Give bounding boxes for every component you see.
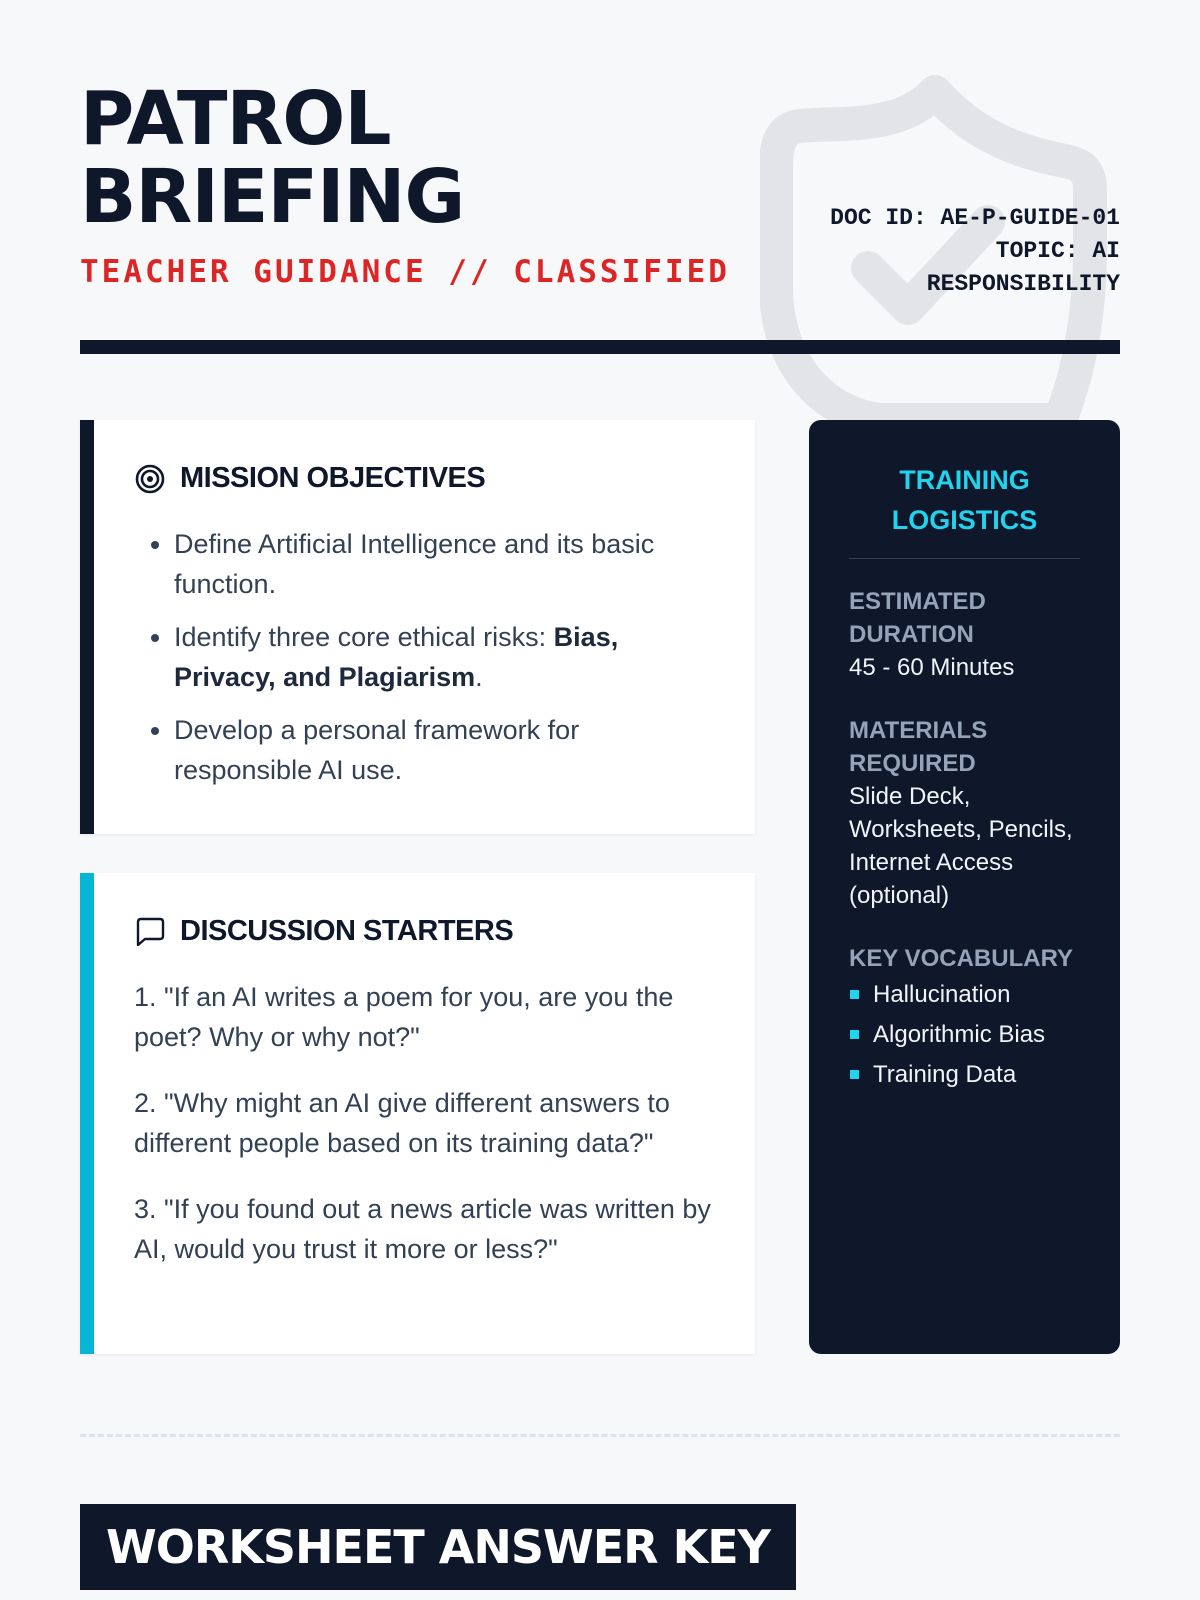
duration-label: ESTIMATED DURATION <box>849 588 986 648</box>
chat-icon <box>134 916 166 948</box>
doc-id: DOC ID: AE-P-GUIDE-01 <box>830 205 1120 231</box>
square-bullet-icon <box>850 1070 859 1079</box>
list-item <box>174 617 714 697</box>
header <box>80 76 1120 356</box>
materials-label: MATERIALS REQUIRED <box>849 717 988 777</box>
discussion-list <box>134 977 724 1295</box>
vocab-term: Algorithmic Bias <box>873 1021 1046 1048</box>
discussion-starters-card <box>80 873 755 1354</box>
card-header <box>134 462 485 495</box>
list-item: • Develop a personal framework for responsible AI use. <box>174 710 714 790</box>
section-divider <box>80 1434 1120 1437</box>
page-title <box>80 76 465 240</box>
list-item <box>849 1055 1080 1095</box>
materials-section <box>849 714 1080 912</box>
square-bullet-icon <box>850 1030 859 1039</box>
panel-title: TRAINING LOGISTICS <box>849 460 1080 559</box>
list-item: 3. "If you found out a news article was written by AI, would you trust it more or less?" <box>134 1194 711 1264</box>
list-item: 2. "Why might an AI give different answers to different people based on its training data?" <box>134 1088 670 1158</box>
vocabulary-list <box>849 975 1080 1095</box>
duration-value: 45 - 60 Minutes <box>849 654 1015 681</box>
vocab-term: Training Data <box>873 1061 1017 1088</box>
header-divider <box>80 340 1120 354</box>
training-logistics-panel <box>809 420 1120 1354</box>
square-bullet-icon <box>850 990 859 999</box>
answer-key-heading: WORKSHEET ANSWER KEY <box>80 1504 796 1590</box>
page <box>80 0 1120 1600</box>
subtitle: TEACHER GUIDANCE // CLASSIFIED <box>80 254 730 290</box>
list-item: 1. "If an AI writes a poem for you, are you the poet? Why or why not?" <box>134 982 674 1052</box>
materials-value: Slide Deck, Worksheets, Pencils, Internet Access (optional) <box>849 783 1073 909</box>
target-icon <box>134 463 166 495</box>
item-text: Identify three core ethical risks: <box>174 622 554 652</box>
item-emphasis: Bias, Privacy, and Plagiarism <box>174 622 619 692</box>
duration-section <box>849 585 1080 684</box>
topic-line-2: RESPONSIBILITY <box>926 271 1120 297</box>
list-item <box>849 975 1080 1015</box>
section-title: DISCUSSION STARTERS <box>180 915 514 947</box>
vocabulary-section <box>849 942 1080 1095</box>
vocabulary-label: KEY VOCABULARY <box>849 945 1074 972</box>
objectives-list <box>134 524 714 803</box>
topic-line-1: TOPIC: AI <box>995 238 1120 264</box>
title-line-2: BRIEFING <box>80 154 465 240</box>
title-line-1: PATROL <box>80 76 391 162</box>
list-item: • Define Artificial Intelligence and its basic function. <box>174 524 714 604</box>
mission-objectives-card <box>80 420 755 834</box>
card-header <box>134 915 513 948</box>
document-meta <box>800 202 1120 301</box>
list-item <box>849 1015 1080 1055</box>
section-title: MISSION OBJECTIVES <box>180 462 486 494</box>
vocab-term: Hallucination <box>873 981 1011 1008</box>
item-text-end: . <box>475 662 483 692</box>
